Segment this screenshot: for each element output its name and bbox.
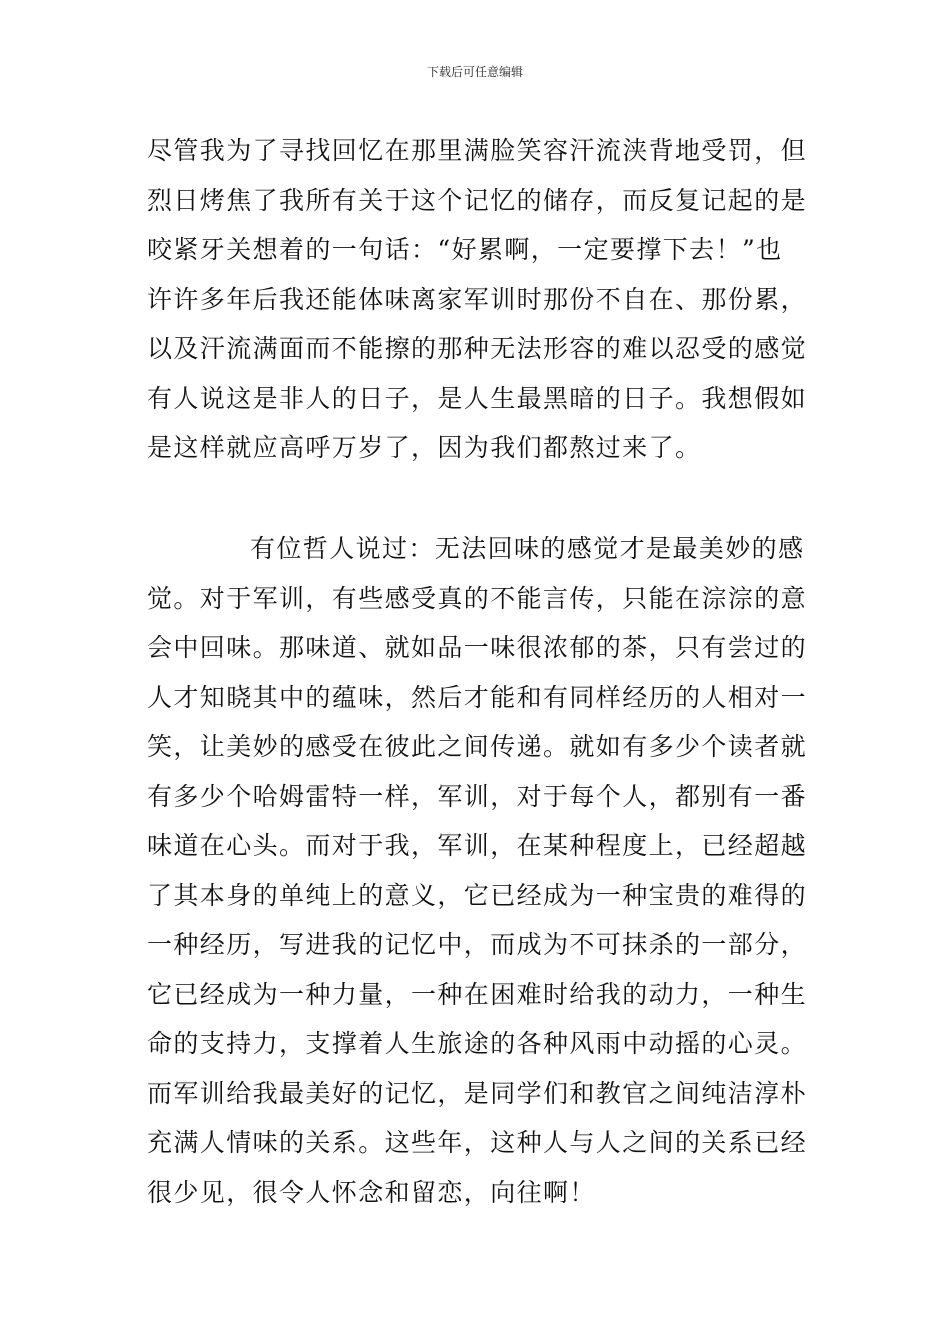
text-line: 它已经成为一种力量，一种在困难时给我的动力，一种生 [147, 979, 808, 1009]
text-line: 笑，让美妙的感受在彼此之间传递。就如有多少个读者就 [147, 732, 808, 761]
text-line: 有人说这是非人的日子，是人生最黑暗的日子。我想假如 [147, 383, 808, 413]
text-line: 了其本身的单纯上的意义，它已经成为一种宝贵的难得的 [147, 880, 808, 910]
text-line: 咬紧牙关想着的一句话：“好累啊，一定要撑下去！”也 [147, 235, 783, 264]
text-line: 以及汗流满面而不能擦的那种无法形容的难以忍受的感觉 [147, 334, 808, 363]
text-line: 烈日烤焦了我所有关于这个记忆的储存，而反复记起的是 [147, 185, 808, 215]
paragraph-1 [147, 126, 807, 473]
text-line: 人才知晓其中的蕴味，然后才能和有同样经历的人相对一 [147, 682, 808, 712]
text-line: 而军训给我最美好的记忆，是同学们和教官之间纯洁淳朴 [147, 1078, 808, 1108]
text-line: 充满人情味的关系。这些年，这种人与人之间的关系已经 [147, 1128, 808, 1157]
paragraph-2 [147, 524, 807, 1217]
text-line: 是这样就应高呼万岁了，因为我们都熬过来了。 [147, 433, 702, 462]
text-line: 尽管我为了寻找回忆在那里满脸笑容汗流浃背地受罚，但 [147, 136, 808, 165]
text-line: 味道在心头。而对于我，军训，在某种程度上，已经超越 [147, 831, 808, 860]
text-line: 一种经历，写进我的记忆中，而成为不可抹杀的一部分， [147, 930, 808, 959]
text-line: 有多少个哈姆雷特一样，军训，对于每个人，都别有一番 [147, 781, 808, 811]
text-line: 许许多年后我还能体味离家军训时那份不自在、那份累， [147, 284, 808, 314]
text-line: 有位哲人说过：无法回味的感觉才是最美妙的感 [250, 534, 805, 563]
text-line: 觉。对于军训，有些感受真的不能言传，只能在淙淙的意 [147, 583, 808, 613]
text-line: 命的支持力，支撑着人生旅途的各种风雨中动摇的心灵。 [147, 1029, 808, 1058]
text-line: 会中回味。那味道、就如品一味很浓郁的茶，只有尝过的 [147, 633, 808, 662]
page-header: 下载后可任意编辑 [426, 65, 523, 79]
text-line: 很少见，很令人怀念和留恋，向往啊！ [147, 1177, 596, 1207]
